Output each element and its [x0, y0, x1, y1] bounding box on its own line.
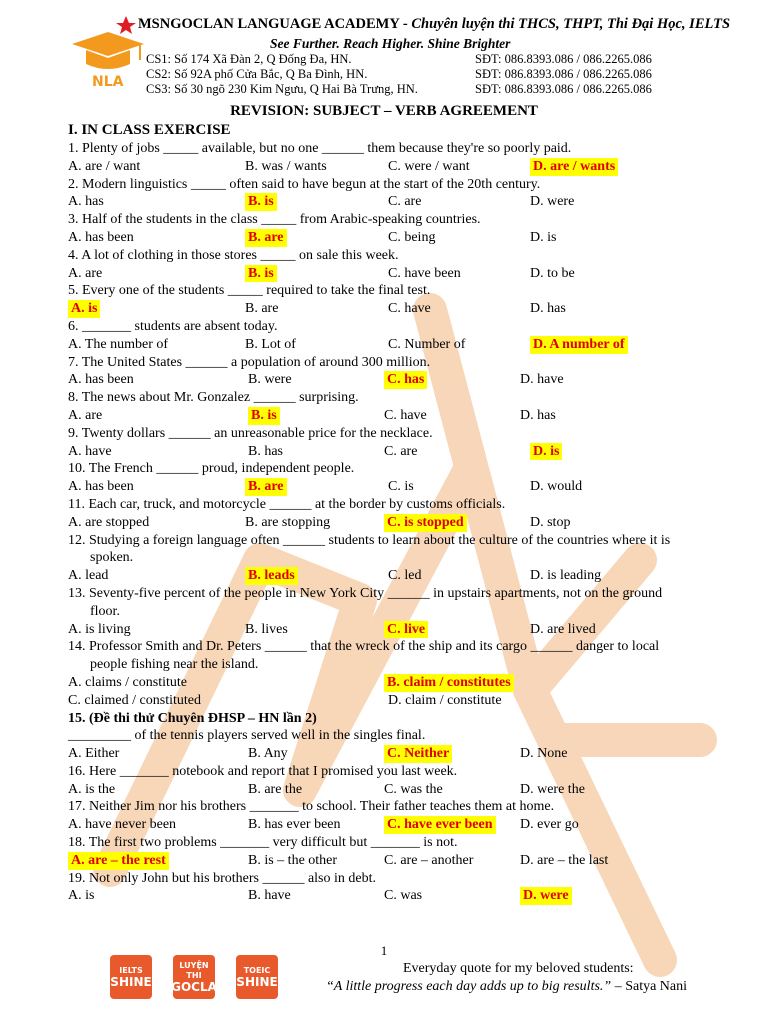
question-text: 10. The French ______ proud, independent people. — [68, 461, 355, 477]
question-text: 3. Half of the students in the class _____ from Arabic-speaking countries. — [68, 212, 481, 228]
document-header — [0, 0, 768, 100]
answer-option: D. to be — [530, 265, 575, 281]
question-item — [68, 532, 728, 585]
question-text: 16. Here _______ notebook and report that I promised you last week. — [68, 763, 458, 779]
answer-options — [68, 887, 728, 905]
answer-option: A. has been — [68, 372, 134, 388]
question-item — [68, 870, 728, 906]
branch-phone: SĐT: 086.8393.086 / 086.2265.086 — [475, 52, 652, 66]
answer-options — [68, 265, 728, 283]
branch-phone: SĐT: 086.8393.086 / 086.2265.086 — [475, 67, 652, 81]
branch-address: CS2: Số 92A phố Cửa Bắc, Q Ba Đình, HN. — [146, 67, 368, 81]
answer-option: B. lives — [245, 621, 288, 637]
answer-option: C. claimed / constituted — [68, 692, 201, 708]
correct-answer-option: C. Neither — [384, 745, 452, 763]
answer-options — [68, 443, 728, 461]
question-item — [68, 354, 728, 390]
question-item — [68, 425, 728, 461]
quote-author: – Satya Nani — [611, 979, 688, 994]
answer-option: A. lead — [68, 568, 109, 584]
correct-answer-option: C. live — [384, 621, 428, 639]
question-text: 4. A lot of clothing in those stores _____ on sale this week. — [68, 247, 399, 263]
answer-option: A. have — [68, 443, 112, 459]
answer-option: C. was — [384, 888, 423, 904]
answer-option: A. are — [68, 407, 103, 423]
daily-quote — [326, 979, 687, 995]
answer-options — [68, 371, 728, 389]
quote-text: “A little progress each day adds up to big results.” — [326, 979, 612, 994]
question-text: 14. Professor Smith and Dr. Peters ______ that the wreck of the ship and its cargo ______ danger to local — [68, 639, 660, 655]
answer-option: D. is leading — [530, 568, 602, 584]
worksheet-title: REVISION: SUBJECT – VERB AGREEMENT — [230, 103, 538, 119]
ngoclan-logo: LUYỆN THI NGOCLAN — [173, 955, 215, 999]
question-text: 17. Neither Jim nor his brothers _______ to school. Their father teaches them at home. — [68, 799, 555, 815]
question-source: 15. (Đề thi thử Chuyên ĐHSP – HN lần 2) — [68, 710, 317, 726]
answer-option: B. are stopping — [245, 514, 331, 530]
answer-options — [68, 300, 728, 318]
question-item — [68, 318, 728, 354]
answer-option: D. ever go — [520, 817, 579, 833]
correct-answer-option: B. is — [248, 407, 280, 425]
answer-option: B. are the — [248, 781, 303, 797]
correct-answer-option: A. is — [68, 300, 100, 318]
correct-answer-option: C. has — [384, 371, 427, 389]
answer-options — [68, 336, 728, 354]
answer-option: A. claims / constitute — [68, 674, 187, 690]
answer-options — [68, 692, 728, 710]
answer-option: A. is living — [68, 621, 131, 637]
answer-options — [68, 745, 728, 763]
answer-options — [68, 407, 728, 425]
answer-option: C. have — [384, 407, 427, 423]
answer-option: A. are — [68, 265, 103, 281]
correct-answer-option: C. is stopped — [384, 514, 467, 532]
answer-options — [68, 816, 728, 834]
answer-options — [68, 781, 728, 799]
question-item — [68, 710, 728, 763]
correct-answer-option: B. are — [245, 229, 287, 247]
question-item — [68, 176, 728, 212]
question-item — [68, 282, 728, 318]
correct-answer-option: B. leads — [245, 567, 298, 585]
correct-answer-option: B. claim / constitutes — [384, 674, 514, 692]
correct-answer-option: D. are / wants — [530, 158, 618, 176]
question-text: 13. Seventy-five percent of the people in New York City ______ in upstairs apartments, not on the ground — [68, 585, 663, 601]
correct-answer-option: B. are — [245, 478, 287, 496]
question-item — [68, 585, 728, 638]
answer-option: D. has — [530, 301, 566, 317]
academy-motto: See Further. Reach Higher. Shine Brighter — [270, 36, 511, 51]
answer-option: C. were / want — [388, 158, 470, 174]
question-item — [68, 798, 728, 834]
answer-option: D. are – the last — [520, 852, 609, 868]
answer-option: C. Number of — [388, 336, 466, 352]
answer-option: D. None — [520, 746, 568, 762]
question-text: 19. Not only John but his brothers ______ also in debt. — [68, 870, 376, 886]
answer-options — [68, 621, 728, 639]
question-text: floor. — [90, 603, 120, 619]
answer-option: C. have — [388, 301, 431, 317]
answer-option: A. is the — [68, 781, 116, 797]
answer-option: B. were — [248, 372, 292, 388]
answer-option: B. was / wants — [245, 158, 327, 174]
answer-option: B. has ever been — [248, 817, 341, 833]
answer-option: C. being — [388, 229, 436, 245]
question-item — [68, 140, 728, 176]
answer-option: D. claim / constitute — [388, 692, 502, 708]
quote-intro: Everyday quote for my beloved students: — [403, 961, 634, 976]
answer-option: B. Any — [248, 746, 288, 762]
answer-option: D. would — [530, 479, 583, 495]
answer-option: D. is — [530, 229, 557, 245]
correct-answer-option: A. are – the rest — [68, 852, 169, 870]
answer-option: B. has — [248, 443, 283, 459]
question-text: 6. _______ students are absent today. — [68, 318, 278, 334]
branch-address: CS1: Số 174 Xã Đàn 2, Q Đống Đa, HN. — [146, 52, 352, 66]
answer-options — [68, 478, 728, 496]
answer-option: C. are – another — [384, 852, 474, 868]
question-text: 1. Plenty of jobs _____ available, but no one ______ them because they're so poorly paid. — [68, 141, 572, 156]
answer-option: A. are stopped — [68, 514, 150, 530]
toeic-shine-logo: TOEIC SHINE — [236, 955, 278, 999]
answer-option: D. have — [520, 372, 564, 388]
answer-options — [68, 514, 728, 532]
question-list — [68, 140, 728, 905]
section-heading: I. IN CLASS EXERCISE — [68, 122, 231, 138]
answer-options — [68, 852, 728, 870]
correct-answer-option: D. were — [520, 887, 572, 905]
answer-options — [68, 158, 728, 176]
answer-options — [68, 567, 728, 585]
branch-phone: SĐT: 086.8393.086 / 086.2265.086 — [475, 82, 652, 96]
question-item — [68, 389, 728, 425]
answer-option: C. are — [388, 194, 422, 210]
ielts-shine-logo: IELTS SHINE — [110, 955, 152, 999]
answer-option: B. are — [245, 301, 279, 317]
question-text: 9. Twenty dollars ______ an unreasonable price for the necklace. — [68, 425, 433, 441]
question-item — [68, 496, 728, 532]
page-number: 1 — [380, 943, 388, 958]
correct-answer-option: D. is — [530, 443, 562, 461]
answer-option: A. have never been — [68, 817, 177, 833]
answer-options — [68, 229, 728, 247]
answer-option: A. are / want — [68, 158, 141, 174]
answer-option: D. were the — [520, 781, 585, 797]
question-item — [68, 834, 728, 870]
question-text: 11. Each car, truck, and motorcycle ______ at the border by customs officials. — [68, 496, 506, 512]
correct-answer-option: C. have ever been — [384, 816, 496, 834]
question-text: spoken. — [90, 550, 134, 566]
answer-option: D. stop — [530, 514, 571, 530]
answer-option: A. Either — [68, 746, 120, 762]
answer-option: C. have been — [388, 265, 461, 281]
answer-option: A. The number of — [68, 336, 169, 352]
correct-answer-option: B. is — [245, 265, 277, 283]
answer-option: D. were — [530, 194, 575, 210]
answer-option: B. Lot of — [245, 336, 296, 352]
question-text: _________ of the tennis players served well in the singles final. — [68, 728, 426, 744]
question-text: 12. Studying a foreign language often ______ students to learn about the culture of the countries where it is — [68, 532, 671, 548]
question-text: 7. The United States ______ a population of around 300 million. — [68, 354, 431, 370]
question-item — [68, 460, 728, 496]
answer-option: D. are lived — [530, 621, 596, 637]
answer-option: B. have — [248, 888, 291, 904]
question-text: 8. The news about Mr. Gonzalez ______ surprising. — [68, 390, 359, 406]
answer-option: C. are — [384, 443, 418, 459]
academy-name: MSNGOCLAN LANGUAGE ACADEMY - Chuyên luyện thi THCS, THPT, Thi Đại Học, IELTS — [138, 16, 731, 32]
question-item — [68, 211, 728, 247]
question-text: 18. The first two problems _______ very difficult but _______ is not. — [68, 835, 458, 851]
answer-options — [68, 674, 728, 692]
question-item — [68, 247, 728, 283]
answer-option: A. has been — [68, 229, 134, 245]
answer-option: B. is – the other — [248, 852, 338, 868]
answer-option: A. is — [68, 888, 95, 904]
branch-address: CS3: Số 30 ngõ 230 Kim Ngưu, Q Hai Bà Trưng, HN. — [146, 82, 418, 96]
question-text: 5. Every one of the students _____ required to take the final test. — [68, 283, 431, 299]
correct-answer-option: D. A number of — [530, 336, 628, 354]
answer-option: A. has been — [68, 479, 134, 495]
question-item — [68, 763, 728, 799]
answer-option: C. was the — [384, 781, 443, 797]
answer-option: C. is — [388, 479, 414, 495]
answer-option: D. has — [520, 407, 556, 423]
question-text: 2. Modern linguistics _____ often said to have begun at the start of the 20th century. — [68, 176, 541, 192]
answer-option: C. led — [388, 568, 422, 584]
question-text: people fishing near the island. — [90, 657, 259, 673]
question-item — [68, 638, 728, 709]
answer-option: A. has — [68, 194, 104, 210]
correct-answer-option: B. is — [245, 193, 277, 211]
answer-options — [68, 193, 728, 211]
svg-text:NLA: NLA — [92, 74, 124, 90]
academy-logo — [68, 14, 148, 90]
